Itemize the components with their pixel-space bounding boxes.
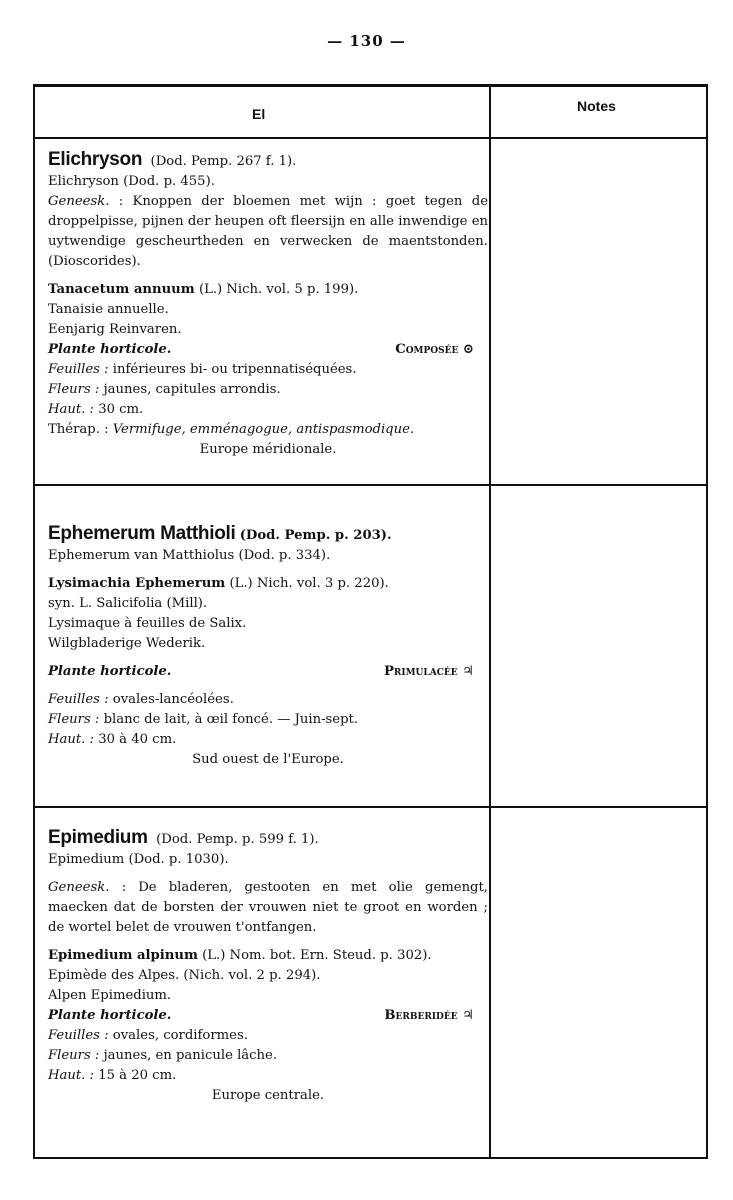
entry-subtitle: Epimedium (Dod. p. 1030). bbox=[48, 852, 229, 867]
family-label: Berberidée ♃ bbox=[384, 1008, 474, 1023]
entry-title: Elichryson bbox=[48, 149, 143, 170]
family-label: Primulacée ♃ bbox=[383, 664, 474, 679]
region: Europe centrale. bbox=[211, 1088, 325, 1103]
column-header-left: El bbox=[252, 106, 266, 122]
entry-divider bbox=[35, 484, 706, 486]
haut-value: 30 à 40 cm. bbox=[98, 732, 177, 747]
entry-title-ref: (Dod. Pemp. p. 203). bbox=[239, 528, 392, 543]
entry-note: Geneesk. : Knoppen der bloemen met wijn : goet tegen de droppelpisse, pijnen der heupen oft fleersijn en alle inwendige en uytwendige gescheurtheden en verwecken de maentstonden. (Dioscorides). bbox=[48, 194, 488, 269]
column-divider bbox=[489, 84, 491, 1159]
family-label: Composée ⊙ bbox=[395, 342, 474, 357]
entry-epimedium: Epimedium (Dod. Pemp. p. 599 f. 1). Epimedium (Dod. p. 1030). Geneesk. : De bladeren, gestooten en met olie gemengt, maecken dat de borsten der vrouwen niet te groot en worden ; de wortel belet de vrouwen t'ontfangen. Epimedium alpinum (L.) Nom. bot. Ern. Steud. p. 302). Epimède des Alpes. (Nich. vol. 2 p. 294). Alpen Epimedium. Plante horticole. Berberidée ♃ Feuilles : ovales, cordiformes. Fleurs : jaunes, en panicule lâche. Haut. : 15 à 20 cm. Europe centrale. bbox=[48, 828, 488, 1106]
page-number: — 130 — bbox=[327, 32, 406, 50]
feuilles-value: ovales, cordiformes. bbox=[112, 1028, 248, 1043]
plante-label: Plante horticole. bbox=[48, 1008, 172, 1023]
entry-subtitle: Ephemerum van Matthiolus (Dod. p. 334). bbox=[48, 548, 331, 563]
vernacular-line: syn. L. Salicifolia (Mill). bbox=[48, 596, 208, 611]
fleurs-value: jaunes, en panicule lâche. bbox=[103, 1048, 278, 1063]
vernacular-line: Tanaisie annuelle. bbox=[48, 302, 169, 317]
fleurs-value: blanc de lait, à œil foncé. — Juin-sept. bbox=[103, 712, 359, 727]
haut-value: 15 à 20 cm. bbox=[98, 1068, 177, 1083]
vernacular-line: Eenjarig Reinvaren. bbox=[48, 322, 182, 337]
plante-label: Plante horticole. bbox=[48, 664, 172, 679]
entry-subtitle: Elichryson (Dod. p. 455). bbox=[48, 174, 215, 189]
feuilles-value: ovales-lancéolées. bbox=[112, 692, 234, 707]
vernacular-line: Epimède des Alpes. (Nich. vol. 2 p. 294). bbox=[48, 968, 321, 983]
plante-label: Plante horticole. bbox=[48, 342, 172, 357]
entry-elichryson: Elichryson (Dod. Pemp. 267 f. 1). Elichryson (Dod. p. 455). Geneesk. : Knoppen der bloemen met wijn : goet tegen de droppelpisse, pijnen der heupen oft fleersijn en alle inwendige en uytwendige gescheurtheden en verwecken de maentstonden. (Dioscorides). Tanacetum annuum (L.) Nich. vol. 5 p. 199). Tanaisie annuelle. Eenjarig Reinvaren. Plante horticole. Composée ⊙ Feuilles : inférieures bi- ou tripennatiséquées. Fleurs : jaunes, capitules arrondis. Haut. : 30 cm. Thérap. : Vermifuge, emménagogue, antispasmodique. Europe méridionale. bbox=[48, 150, 488, 460]
species-ref: (L.) Nom. bot. Ern. Steud. p. 302). bbox=[202, 948, 432, 963]
entry-title-ref: (Dod. Pemp. p. 599 f. 1). bbox=[156, 832, 319, 847]
vernacular-line: Lysimaque à feuilles de Salix. bbox=[48, 616, 247, 631]
species-name: Tanacetum annuum bbox=[48, 282, 195, 297]
column-header-notes: Notes bbox=[577, 98, 616, 114]
header-rule bbox=[35, 137, 706, 139]
species-name: Lysimachia Ephemerum bbox=[48, 576, 226, 591]
entry-title: Ephemerum Matthioli bbox=[48, 523, 236, 544]
vernacular-line: Alpen Epimedium. bbox=[48, 988, 172, 1003]
region: Sud ouest de l'Europe. bbox=[192, 752, 344, 767]
feuilles-value: inférieures bi- ou tripennatiséquées. bbox=[112, 362, 357, 377]
entry-divider bbox=[35, 806, 706, 808]
entry-title: Epimedium bbox=[48, 827, 148, 848]
entry-ephemerum: Ephemerum Matthioli (Dod. Pemp. p. 203). Ephemerum van Matthiolus (Dod. p. 334). Lysimachia Ephemerum (L.) Nich. vol. 3 p. 220). syn. L. Salicifolia (Mill). Lysimaque à feuilles de Salix. Wilgbladerige Wederik. Plante horticole. Primulacée ♃ Feuilles : ovales-lancéolées. Fleurs : blanc de lait, à œil foncé. — Juin-sept. Haut. : 30 à 40 cm. Sud ouest de l'Europe. bbox=[48, 524, 488, 770]
haut-value: 30 cm. bbox=[98, 402, 144, 417]
entry-note: Geneesk. : De bladeren, gestooten en met olie gemengt, maecken dat de borsten der vrouwen niet te groot en worden ; de wortel belet de vrouwen t'ontfangen. bbox=[48, 880, 488, 935]
entry-title-ref: (Dod. Pemp. 267 f. 1). bbox=[150, 154, 297, 169]
region: Europe méridionale. bbox=[199, 442, 337, 457]
vernacular-line: Wilgbladerige Wederik. bbox=[48, 636, 206, 651]
species-name: Epimedium alpinum bbox=[48, 948, 198, 963]
species-ref: (L.) Nich. vol. 5 p. 199). bbox=[198, 282, 359, 297]
therap-value: Vermifuge, emménagogue, antispasmodique. bbox=[112, 422, 415, 437]
species-ref: (L.) Nich. vol. 3 p. 220). bbox=[229, 576, 389, 591]
fleurs-value: jaunes, capitules arrondis. bbox=[103, 382, 281, 397]
